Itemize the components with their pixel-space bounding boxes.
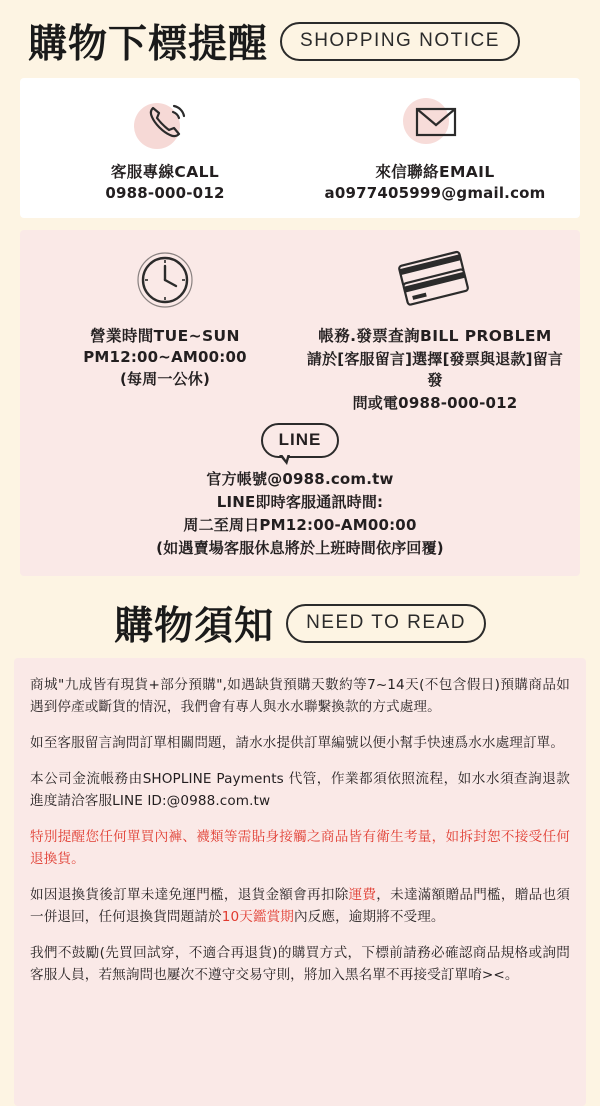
contact-phone-block: [30, 92, 300, 202]
notice-paragraph-warning: 特別提醒您任何單買內褲、襪類等需貼身接觸之商品皆有衛生考量，如拆封恕不接受任何退換貨。: [30, 829, 570, 868]
line-account: 官方帳號@0988.com.tw: [206, 470, 394, 488]
credit-card-icon: [387, 250, 483, 315]
bill-problem-block: [300, 246, 570, 413]
notice-paragraph-shipping: [30, 884, 570, 928]
line-contact-block: [30, 423, 570, 558]
notice-paragraph: 商城"九成皆有現貨+部分預購",如遇缺貨預購天數約等7~14天(不包含假日)預購商品如遇到停產或斷貨的情況，我們會有專人與水水聯繫換款的方式處理。: [30, 677, 570, 716]
need-to-read-badge: NEED TO READ: [286, 604, 486, 643]
phone-icon-wrap: [30, 92, 300, 154]
need-to-read-title: 購物須知: [114, 604, 275, 649]
shopping-notice-badge: SHOPPING NOTICE: [280, 22, 520, 61]
contact-phone-label: 客服專線CALL: [110, 163, 220, 181]
line-hours-label: LINE即時客服通訊時間:: [216, 493, 384, 511]
email-icon: [407, 99, 463, 148]
bill-problem-line3: 問或電0988-000-012: [352, 394, 518, 412]
business-hours-label: 營業時間TUE~SUN: [90, 327, 240, 345]
credit-card-icon-wrap: [300, 246, 570, 318]
notice-highlight-return-period: 10天鑑賞期: [221, 909, 294, 926]
need-to-read-section: [0, 590, 600, 1106]
bill-problem-label: 帳務.發票查詢BILL PROBLEM: [318, 327, 552, 345]
notice-text-a: 如因退換貨後訂單未達免運門檻，退貨金額會再扣除: [30, 887, 349, 904]
contact-email-block: [300, 92, 570, 202]
email-icon-wrap: [300, 92, 570, 154]
bill-problem-line2: 請於[客服留言]選擇[發票與退款]留言發: [306, 350, 564, 389]
shopping-notice-header: [20, 22, 580, 67]
line-hours-note: (如遇賣場客服休息將於上班時間依序回覆): [156, 539, 444, 557]
need-to-read-header: [0, 604, 600, 649]
business-hours-time: PM12:00~AM00:00: [83, 348, 247, 366]
notice-paragraph: 本公司金流帳務由SHOPLINE Payments 代管，作業都須依照流程，如水水須查詢退款進度請洽客服LINE ID:@0988.com.tw: [30, 771, 570, 810]
service-info-card: [20, 230, 580, 576]
business-hours-block: [30, 246, 300, 413]
notice-highlight-shipping-fee: 運費: [348, 887, 377, 904]
line-hours-value: 周二至周日PM12:00-AM00:00: [183, 516, 417, 534]
clock-icon-wrap: [30, 246, 300, 318]
contact-email-value: a0977405999@gmail.com: [324, 184, 546, 202]
page-title: 購物下標提醒: [28, 22, 269, 67]
notice-text-card: [14, 658, 586, 1106]
clock-icon: [133, 248, 197, 317]
notice-paragraph: 我們不鼓勵(先買回試穿，不適合再退貨)的購買方式，下標前請務必確認商品規格或詢問客服人員，若無詢問也屢次不遵守交易守則，將加入黑名單不再接受訂單唷><。: [30, 945, 570, 984]
notice-paragraph: 如至客服留言詢問訂單相關問題，請水水提供訂單編號以便小幫手快速爲水水處理訂單。: [30, 735, 565, 752]
contact-phone-value: 0988-000-012: [105, 184, 225, 202]
business-hours-note: (每周一公休): [119, 370, 211, 388]
notice-text-c: 內反應，逾期將不受理。: [294, 909, 445, 926]
contact-email-label: 來信聯絡EMAIL: [375, 163, 495, 181]
line-badge: LINE: [261, 423, 340, 458]
notice-text-b: ，未達滿額贈品門檻，贈品也須一併退回，任何退換貨問題請於: [30, 887, 570, 926]
contact-card: [20, 78, 580, 218]
phone-icon: [141, 98, 189, 149]
